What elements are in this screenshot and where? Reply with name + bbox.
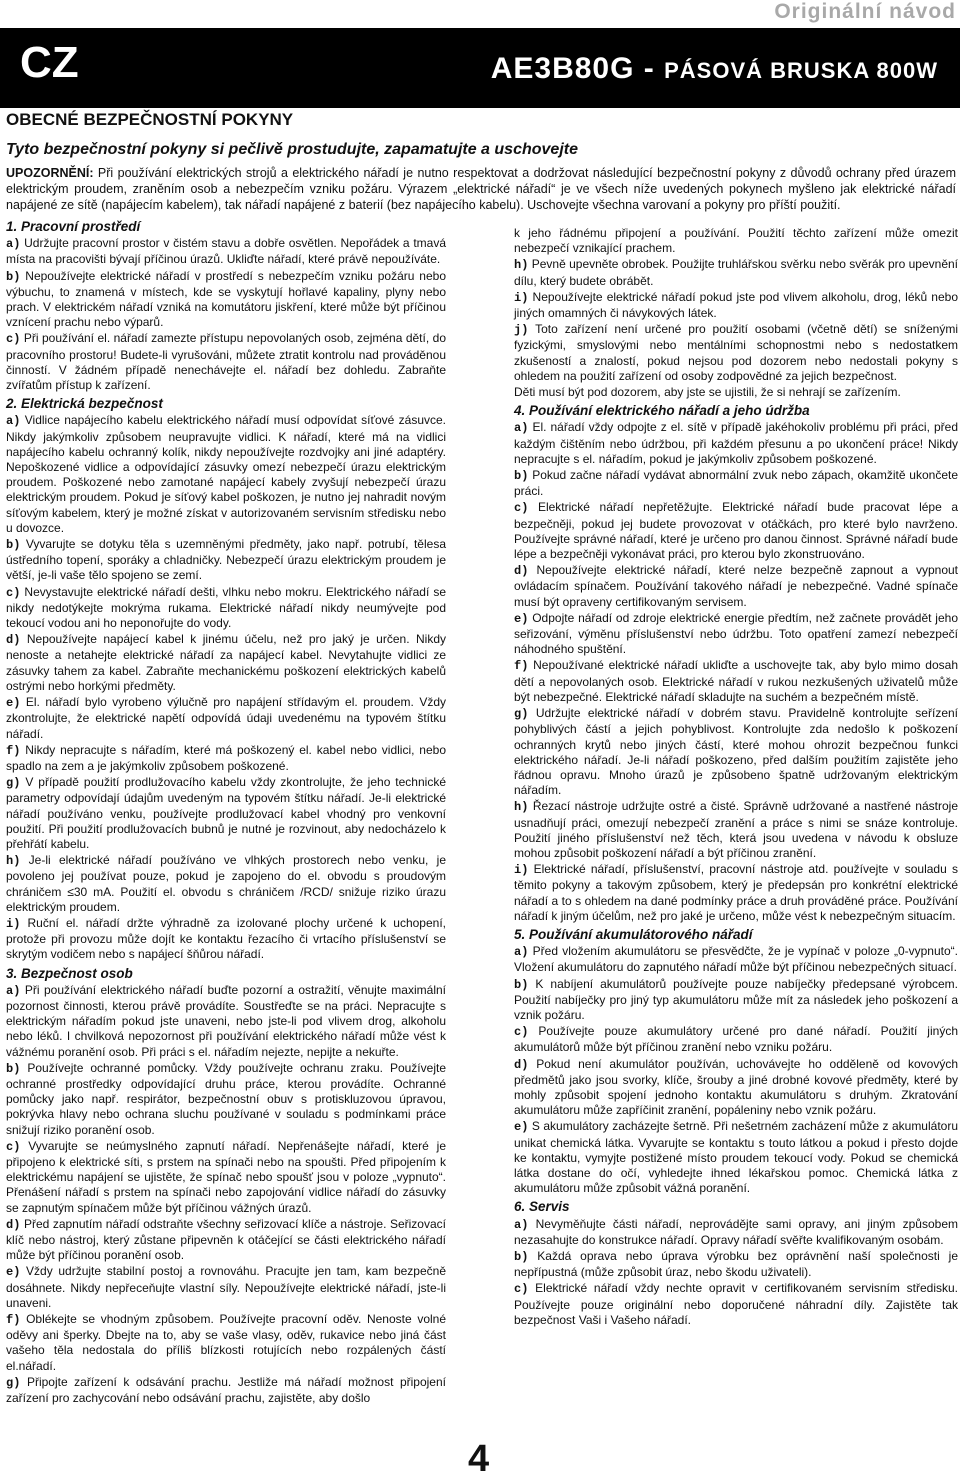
instruction-paragraph [6,695,446,742]
instruction-paragraph [514,1057,958,1119]
instruction-paragraph [6,916,446,963]
page-number: 4 [468,1438,490,1480]
instruction-paragraph [6,775,446,852]
item-letter: f) [514,659,529,674]
instruction-paragraph [6,585,446,632]
instruction-paragraph [514,420,958,467]
item-letter: a) [6,983,21,998]
item-text: Před vložením akumulátoru se přesvědčte, že je vypínač v poloze „0-vypnuto“. Vložení akumulátoru do zapnutého nářadí může být příčinou nebezpečných situací. [514,944,958,975]
instruction-paragraph [6,1061,446,1138]
item-text: Elektrické nářadí, příslušenství, pracovní nástroje atd. používejte v souladu s těmito pokyny a takovým způsobem, který je předepsán pro konkrétní elektrické nářadí a to s ohledem na dané podmínky práce a druh prováděné práce. Používání nářadí k jiným účelům, než pro jaké je určeno, může vést k nebezpečným situacím. [514,862,958,923]
item-letter: c) [514,1025,529,1040]
instruction-paragraph [514,611,958,658]
item-letter: i) [514,290,529,305]
item-text: Děti musí být pod dozorem, aby jste se ujistili, že si nehrají se zařízením. [514,385,901,400]
item-text: k jeho řádnému připojení a používání. Použití těchto zařízení může omezit nebezpečí vznikající prachem. [514,226,958,256]
item-text: Nepoužívejte napájecí kabel k jinému účelu, než pro jaký je určen. Nikdy nenoste a netahejte elektrické nářadí za napájecí kabel. Nevytahujte vidlici ze zásuvky tahem za kabel. Zabraňte mechanickému poškození elektrických kabelů ostrými nebo horkými předměty. [6,632,446,693]
instruction-paragraph [514,290,958,321]
item-letter: h) [514,800,529,815]
item-letter: e) [6,696,21,711]
instruction-paragraph [514,385,958,400]
product-title [491,52,938,86]
item-letter: e) [514,611,529,626]
instruction-paragraph [6,269,446,331]
item-letter: f) [6,1313,21,1328]
item-text: V případě použití prodlužovacího kabelu vždy zkontrolujte, že jeho technické parametry odpovídají údajům uvedeným na typovém štítku nářadí. Je-li elektrické nářadí používáno venku, používejte prodlužovací kabel vhodný pro venkovní použití. Při použití prodlužovacích bubnů je nutné je rozvinout, aby nedocházelo k přehřátí kabelu. [6,775,446,851]
instruction-paragraph [514,658,958,705]
instruction-paragraph [6,743,446,774]
item-letter: h) [514,258,529,273]
item-letter: f) [6,743,21,758]
item-letter: a) [6,414,21,429]
item-text: Elektrické nářadí vždy nechte opravit v certifikovaném servisním středisku. Používejte pouze originální nebo doporučené náhradní díly. Zajistěte tak bezpečnost Vaši i Vašeho nářadí. [514,1281,958,1327]
item-letter: c) [6,332,21,347]
header-bar [0,28,960,108]
item-text: Nepoužívejte elektrické nářadí, které nelze bezpečně zapnout a vypnout ovládacím spínačem. Používání takového nářadí je nebezpečné. Vadné spínače musí být opraveny certifikovaným servisem. [514,563,958,609]
item-letter: a) [514,421,529,436]
item-letter: e) [514,1120,529,1135]
item-text: Odpojte nářadí od zdroje elektrické energie předtím, než začnete provádět jeho seřizování, výměnu příslušenství nebo údržbu. Toto opatření zamezí nebezpečí náhodného spuštění. [514,610,958,657]
intro-paragraph [6,165,956,213]
item-letter: c) [514,501,529,516]
item-text: Udržujte elektrické nářadí v dobrém stavu. Pravidelně kontrolujte seřízení pohyblivých částí a jejich pohyblivost. Kontrolujte zda nedošlo k poškození ochranných krytů nebo jiných částí, které mohou ohrozit bezpečnou funkci elektrického nářadí. Je-li nářadí poškozeno, před dalším použitím zajistěte jeho řádnou opravu. Mnoho úrazů je způsobeno špatně udržovaným elektrickým nářadím. [514,706,958,798]
item-text: Pokud není akumulátor používán, uchovávejte ho odděleně od kovových předmětů jako jsou svorky, klíče, šrouby a jiné drobné kovové předměty, které by mohly způsobit spojení jednoho kontaktu akumulátoru s druhým. Zkratování akumulátoru může zapříčinit zranění, popáleniny nebo vznik požáru. [514,1056,958,1118]
left-column [6,216,446,1407]
instruction-paragraph [514,500,958,562]
item-letter: i) [514,863,529,878]
section-heading: 5. Používání akumulátorového nářadí [514,926,753,942]
item-text: El. nářadí vždy odpojte z el. sítě v případě jakéhokoliv problému při práci, před každým čištěním nebo údržbou, při každém přesunu a po ukončení práce! Nikdy nepracujte s el. nářadím, pokud je jakýmkoliv způsobem poškozené. [514,420,958,466]
section-heading: 2. Elektrická bezpečnost [6,396,163,412]
instruction-paragraph [6,413,446,536]
instruction-paragraph [514,563,958,610]
item-letter: a) [514,945,529,960]
item-letter: b) [6,1061,21,1076]
item-letter: b) [514,977,529,992]
instruction-paragraph [6,1375,446,1406]
item-letter: g) [514,707,529,722]
instruction-paragraph [6,1264,446,1311]
instruction-paragraph [6,537,446,584]
item-text: Používejte pouze akumulátory určené pro dané nářadí. Použití jiných akumulátorů může být příčinou zranění nebo vzniku požáru. [514,1024,958,1055]
item-letter: b) [514,469,529,484]
item-text: Elektrické nářadí nepřetěžujte. Elektrické nářadí bude pracovat lépe a bezpečněji, pokud jej budete provozovat v otáčkách, pro které bylo navrženo. Používejte správné nářadí, které je určeno pro danou činnost. Správné nářadí bude lépe a bezpečněji vykonávat práci, pro kterou bylo zkonstruováno. [514,500,958,562]
instruction-paragraph [6,983,446,1060]
item-letter: h) [6,854,21,869]
item-text: Je-li elektrické nářadí používáno ve vlhkých prostorech nebo venku, je povoleno jej používat pouze, pokud je zapojeno do el. obvodu s proudovým chráničem ≤30 mA. Použití el. obvodu s chráničem /RCD/ snižuje riziko úrazu elektrickým proudem. [6,853,446,914]
item-text: Pevně upevněte obrobek. Použijte truhlářskou svěrku nebo svěrák pro upevnění dílu, který budete obrábět. [514,257,959,288]
item-letter: a) [514,1217,529,1232]
instruction-paragraph [514,1281,958,1328]
instruction-paragraph [6,236,446,267]
model-code: AE3B80G - [490,52,665,85]
instruction-paragraph [514,944,958,975]
instruction-paragraph [514,257,958,288]
instruction-paragraph [6,1139,446,1216]
section-heading: 3. Bezpečnost osob [6,965,133,981]
instruction-paragraph [6,331,446,393]
item-text: Vyvarujte se dotyku těla s uzemněnými předměty, jako např. potrubí, tělesa ústředního topení, sporáky a chladničky. Nebezpečí úrazu elektrickým proudem je větší, je-li vaše tělo spojeno se zemí. [6,537,446,583]
item-text: Řezací nástroje udržujte ostré a čisté. Správně udržované a nastřené nástroje usnadňují práci, omezují nebezpečí zranění a práce s nimi se snáze kontroluje. Použití jiného příslušenství než těch, která jsou uvedena v návodu k obsluze mohou způsobit poškození nářadí a být příčinou zranění. [514,799,958,860]
instruction-paragraph [6,853,446,915]
section-title: OBECNÉ BEZPEČNOSTNÍ POKYNY [6,110,294,129]
item-text: Vždy udržujte stabilní postoj a rovnováhu. Pracujte jen tam, kam bezpečně dosáhnete. Nikdy nepřeceňujte vlastní síly. Nepoužívejte elektrické nářadí, jste-li unaveni. [6,1264,446,1310]
item-text: Udržujte pracovní prostor v čistém stavu a dobře osvětlen. Nepořádek a tmavá místa na pracovišti bývají příčinou úrazů. Ukliďte nářadí, které právě nepoužíváte. [6,236,446,267]
item-text: El. nářadí bylo vyrobeno výlučně pro napájení střídavým el. proudem. Vždy zkontrolujte, že elektrické napětí odpovídá údaji uvedenému na typovém štítku nářadí. [6,695,446,741]
item-letter: c) [6,1139,21,1154]
language-code: CZ [20,38,79,87]
instruction-paragraph [514,799,958,861]
section-heading: 4. Používání elektrického nářadí a jeho údržba [514,403,810,419]
instruction-paragraph [514,1119,958,1196]
item-text: Nevyměňujte části nářadí, neprovádějte sami opravy, ani jiným způsobem nezasahujte do konstrukce nářadí. Opravy nářadí svěřte kvalifikovaným osobám. [514,1216,958,1247]
item-text: K nabíjení akumulátorů používejte pouze nabíječky předepsané výrobcem. Použití nabíječky pro jiný typ akumulátoru může mít za následek jeho poškození a vznik požáru. [514,976,958,1022]
item-text: Nikdy nepracujte s nářadím, které má poškozený el. kabel nebo vidlici, nebo spadlo na zem a je jakýmkoliv způsobem poškozené. [6,742,446,773]
item-letter: d) [6,633,21,648]
warning-label: UPOZORNĚNÍ: [6,166,94,180]
item-letter: b) [514,1250,529,1264]
instruction-paragraph [514,1024,958,1055]
item-letter: d) [6,1217,21,1232]
item-letter: g) [6,1375,21,1390]
subtitle: Tyto bezpečnostní pokyny si pečlivě prostudujte, zapamatujte a uschovejte [6,141,578,158]
item-letter: b) [6,269,21,284]
instruction-paragraph [514,322,958,384]
item-text: Oblékejte se vhodným způsobem. Používejte pracovní oděv. Nenoste volné oděvy ani šperky. Dbejte na to, aby se vaše vlasy, oděv, rukavice nebo jiná část vašeho těla nedostala do příliš blízkosti rotujících nebo rozpálených částí el.nářadí. [6,1312,446,1373]
right-column [514,226,958,1329]
item-text: Pokud začne nářadí vydávat abnormální zvuk nebo zápach, okamžitě ukončete práci. [514,468,958,499]
item-text: S akumulátory zacházejte šetrně. Při nešetrném zacházení může z akumulátoru unikat chemická látka. Vyvarujte se kontaktu s touto látkou a pokud i přesto dojde ke kontaktu, vymyjte postižené místo proudem tekoucí vody. Pokud se chemická látka dostane do očí, vyhledejte ihned lékařskou pomoc. Chemická látka z akumulátoru může způsobit vážná poranění. [514,1119,958,1196]
item-text: Nepoužívané elektrické nářadí ukliďte a uschovejte tak, aby bylo mimo dosah dětí a nepovolaných osob. Elektrické nářadí v rukou nezkušených uživatelů může být nebezpečné. Elektrické nářadí skladujte na suchém a bezpečném místě. [514,658,958,704]
intro-text: Při používání elektrických strojů a elektrického nářadí je nutno respektovat a dodržovat následující bezpečnostní pokyny z důvodů ochrany před úrazem elektrickým proudem, zraněním osob a nebezpečím vzniku požáru. Výrazem „elektrické nářadí“ je ve všech níže uvedených pokynech myšleno jak elektrické nářadí napájené ze sítě (napájecím kabelem), tak nářadí napájené z baterií (bez napájecího kabelu). Uschovejte všechna varovaní a pokyny pro příští použití. [6,166,956,212]
item-text: Při používání el. nářadí zamezte přístupu nepovolaných osob, zejména dětí, do pracovního prostoru! Budete-li vyrušováni, můžete ztratit kontrolu nad prováděnou činností. V žádném případě nenechávejte el. nářadí bez dohledu. Zabraňte zvířatům přístup k zařízení. [6,331,446,393]
instruction-paragraph [514,468,958,499]
section-heading: 1. Pracovní prostředí [6,219,141,234]
instruction-paragraph [514,706,958,798]
instruction-paragraph [6,1312,446,1374]
instruction-paragraph [514,1249,958,1280]
item-text: Nepoužívejte elektrické nářadí v prostředí s nebezpečím vzniku požáru nebo výbuchu, to znamená v místech, kde se vyskytují hořlavé kapaliny, plyny nebo prach. V elektrickém nářadí vzniká na komutátoru jiskření, které může být příčinou vznícení prachu nebo výparů. [6,268,446,330]
item-text: Při používání elektrického nářadí buďte pozorní a ostražití, věnujte maximální pozornost činnosti, kterou právě provádíte. Soustřeďte se na práci. Nepracujte s elektrickým nářadím pokud jste unaveni, nebo jste-li pod vlivem drog, alkoholu nebo léků. I chvilková nepozornost při používání elektrického nářadí může vést k vážnému poranění osob. Při práci s el. nářadím nejezte, nepijte a nekuřte. [6,982,446,1059]
item-text: Před zapnutím nářadí odstraňte všechny seřizovací klíče a nástroje. Seřizovací klíč nebo nástroj, který zůstane připevněn k otáčející se části elektrického nářadí může být příčinou poranění osob. [6,1216,446,1263]
instruction-paragraph [6,632,446,694]
item-letter: c) [514,1282,529,1297]
item-letter: e) [6,1265,21,1280]
item-text: Připojte zařízení k odsávání prachu. Jestliže má nářadí možnost připojení zařízení pro zachycování nebo odsávání prachu, zajistěte, aby došlo [6,1374,446,1406]
item-text: Nevystavujte elektrické nářadí dešti, vlhku nebo mokru. Elektrického nářadí se nikdy nedotýkejte mokrýma rukama. Elektrické nářadí nikdy neumývejte pod tekoucí vodou ani ho neponořujte do vody. [6,584,446,631]
item-text: Nepoužívejte elektrické nářadí pokud jste pod vlivem alkoholu, drog, léků nebo jiných omamných či návykových látek. [514,289,958,321]
instruction-paragraph [514,862,958,924]
item-text: Vyvarujte se neúmyslného zapnutí nářadí. Nepřenášejte nářadí, které je připojeno k elektrické síti, s prstem na spínači nebo na spoušti. Před připojením k elektrickému napájení se ujistěte, že spínač nebo spoušť jsou v poloze „vypnuto“. Přenášení nářadí s prstem na spínači nebo zapojování vidlice nářadí do zásuvky se zapnutým spínačem může být příčinou vážných úrazů. [6,1138,446,1215]
item-letter: g) [6,776,21,791]
item-text: Vidlice napájecího kabelu elektrického nářadí musí odpovídat síťové zásuvce. Nikdy jakýmkoliv způsobem neupravujte vidlici. K nářadí, které má na vidlici napájecího kabelu ochranný kolík, nikdy nepoužívejte rozdvojky ani jiné adaptéry. Nepoškozené vidlice a odpovídající zásuvky omezí nebezpečí úrazu elektrickým proudem. Poškozené nebo zamotané napájecí kabely zvyšují nebezpečí úrazu elektrickým proudem. Pokud je síťový kabel poškozen, je nutno jej nahradit novým síťovým kabelem, který je možné získat v autorizovaném servisním středisku nebo u dovozce. [6,413,446,535]
instruction-paragraph [514,977,958,1024]
item-letter: a) [6,237,21,252]
item-text: Používejte ochranné pomůcky. Vždy používejte ochranu zraku. Používejte ochranné prostředky odpovídající druhu práce, kterou provádíte. Ochranné pomůcky jako např. respirátor, bezpečnostní obuv s protiskluzovou úpravou, pokrývka hlavy nebo ochrana sluchu používané v souladu s podmínkami práce snižují riziko poranění osob. [6,1060,446,1137]
instruction-paragraph [514,1217,958,1248]
item-text: Toto zařízení není určené pro použití osobami (včetně dětí) se sníženými fyzickými, smyslovými nebo mentálními schopnostmi nebo s nedostatkem zkušeností a znalostí, pokud nejsou pod dozorem nebo nedostali pokyny s ohledem na použití zařízení od osoby zodpovědné za jejich bezpečnost. [514,322,958,383]
item-letter: c) [6,585,21,600]
item-text: Ruční el. nářadí držte výhradně za izolované plochy určené k uchopení, protože při provozu může dojít ke kontaktu řezacího či vrtacího příslušenství se skrytým vodičem nebo s napájecí šňůrou nářadí. [6,915,446,962]
instruction-paragraph [514,226,958,256]
product-name: PÁSOVÁ BRUSKA 800W [664,58,938,83]
item-letter: j) [514,323,529,338]
item-letter: d) [514,1057,529,1072]
item-letter: d) [514,564,529,579]
item-letter: i) [6,916,21,931]
document-type-label: Originální návod [774,0,956,23]
instruction-paragraph [6,1217,446,1264]
item-text: Každá oprava nebo úprava výrobku bez oprávnění naší společnosti je nepřípustná (může způsobit úraz, nebo škodu uživateli). [514,1249,958,1280]
item-letter: b) [6,538,21,553]
section-heading: 6. Servis [514,1199,570,1215]
